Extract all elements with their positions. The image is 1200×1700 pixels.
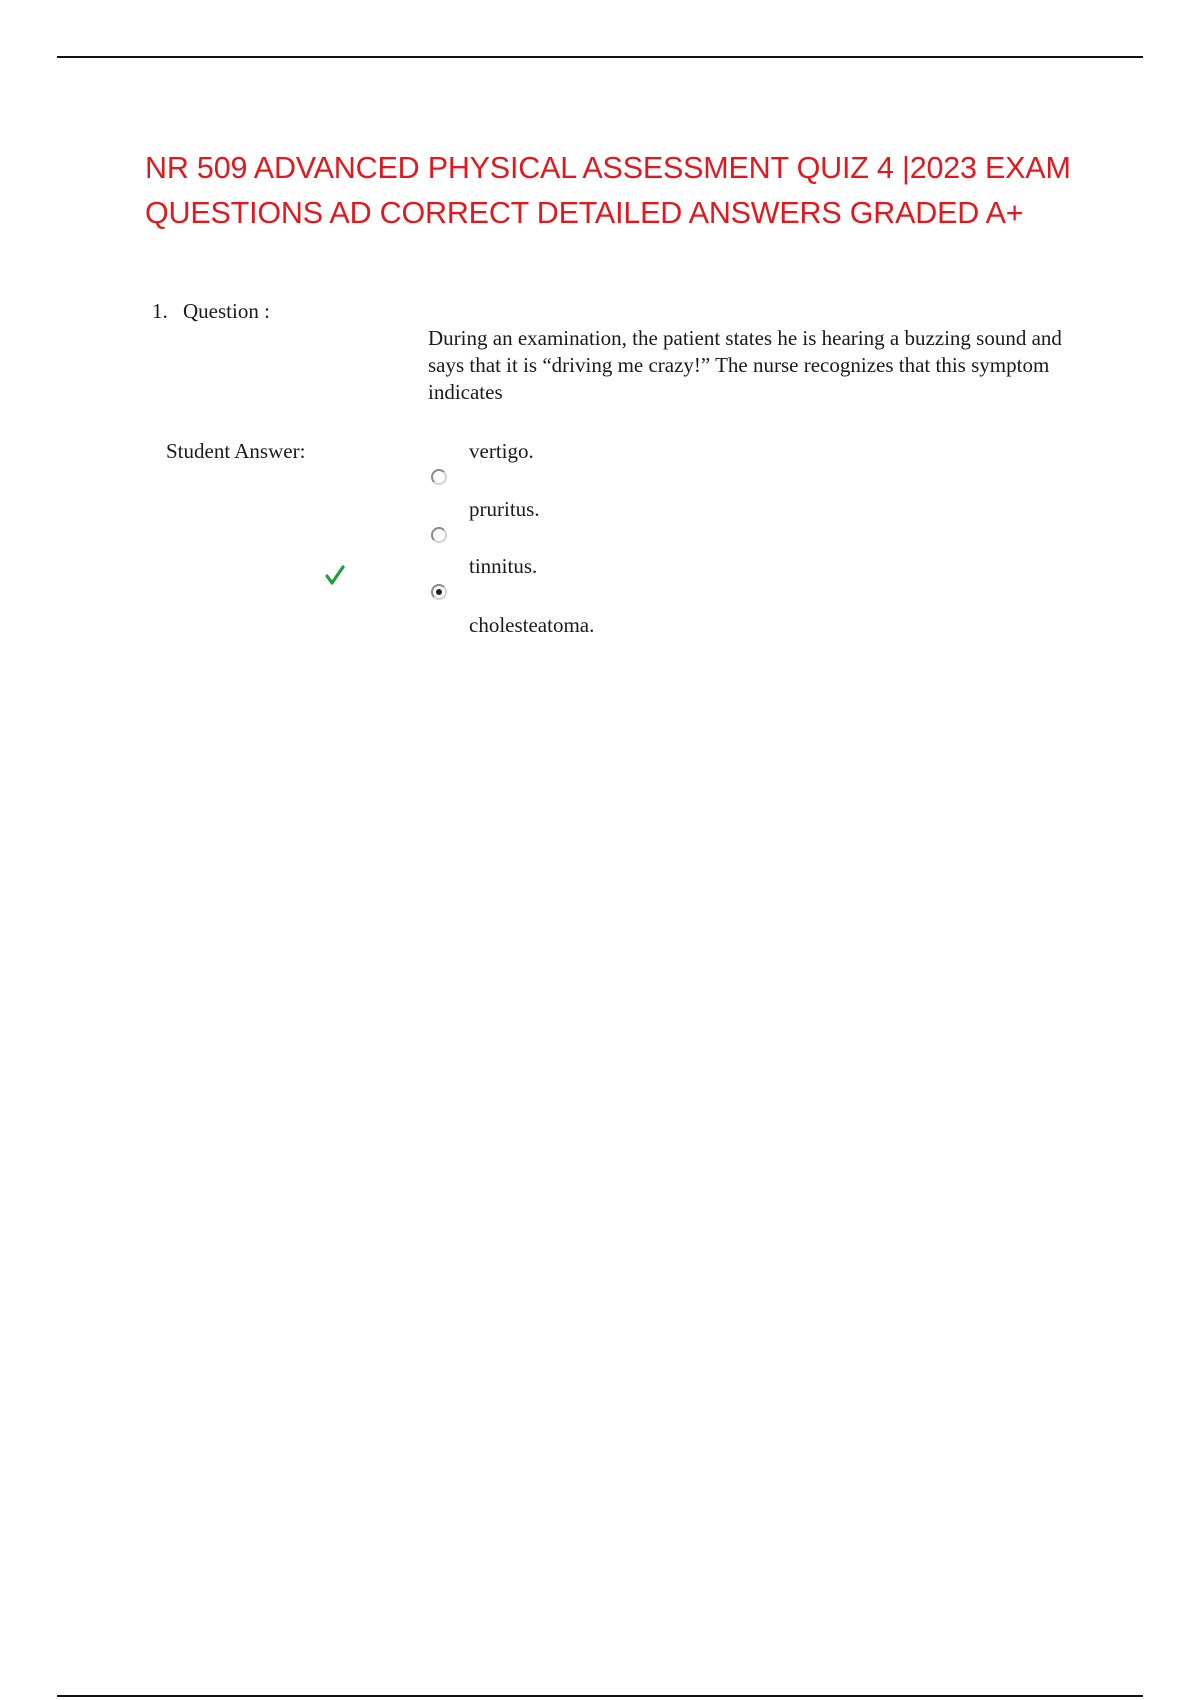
option-radio-vertigo[interactable] [431,469,447,485]
selected-dot [436,589,442,595]
top-rule [57,56,1143,58]
student-answer-label: Student Answer: [166,439,306,463]
option-radio-pruritus[interactable] [431,527,447,543]
question-label: Question : [183,299,270,323]
option-radio-tinnitus[interactable] [431,584,447,600]
check-icon [325,564,345,586]
option-label-vertigo: vertigo. [469,439,534,463]
option-label-pruritus: pruritus. [469,497,540,521]
question-number: 1. [152,299,168,323]
option-label-cholesteatoma: cholesteatoma. [469,613,595,637]
document-title: NR 509 ADVANCED PHYSICAL ASSESSMENT QUIZ 4 |2023 EXAM QUESTIONS AD CORRECT DETAILED ANSWERS GRADED A+ [145,151,1071,230]
option-label-tinnitus: tinnitus. [469,554,538,578]
bottom-rule [57,1695,1143,1697]
question-text: During an examination, the patient states he is hearing a buzzing sound and says that it is “driving me crazy!” The nurse recognizes that this symptom indicates [428,326,1062,404]
